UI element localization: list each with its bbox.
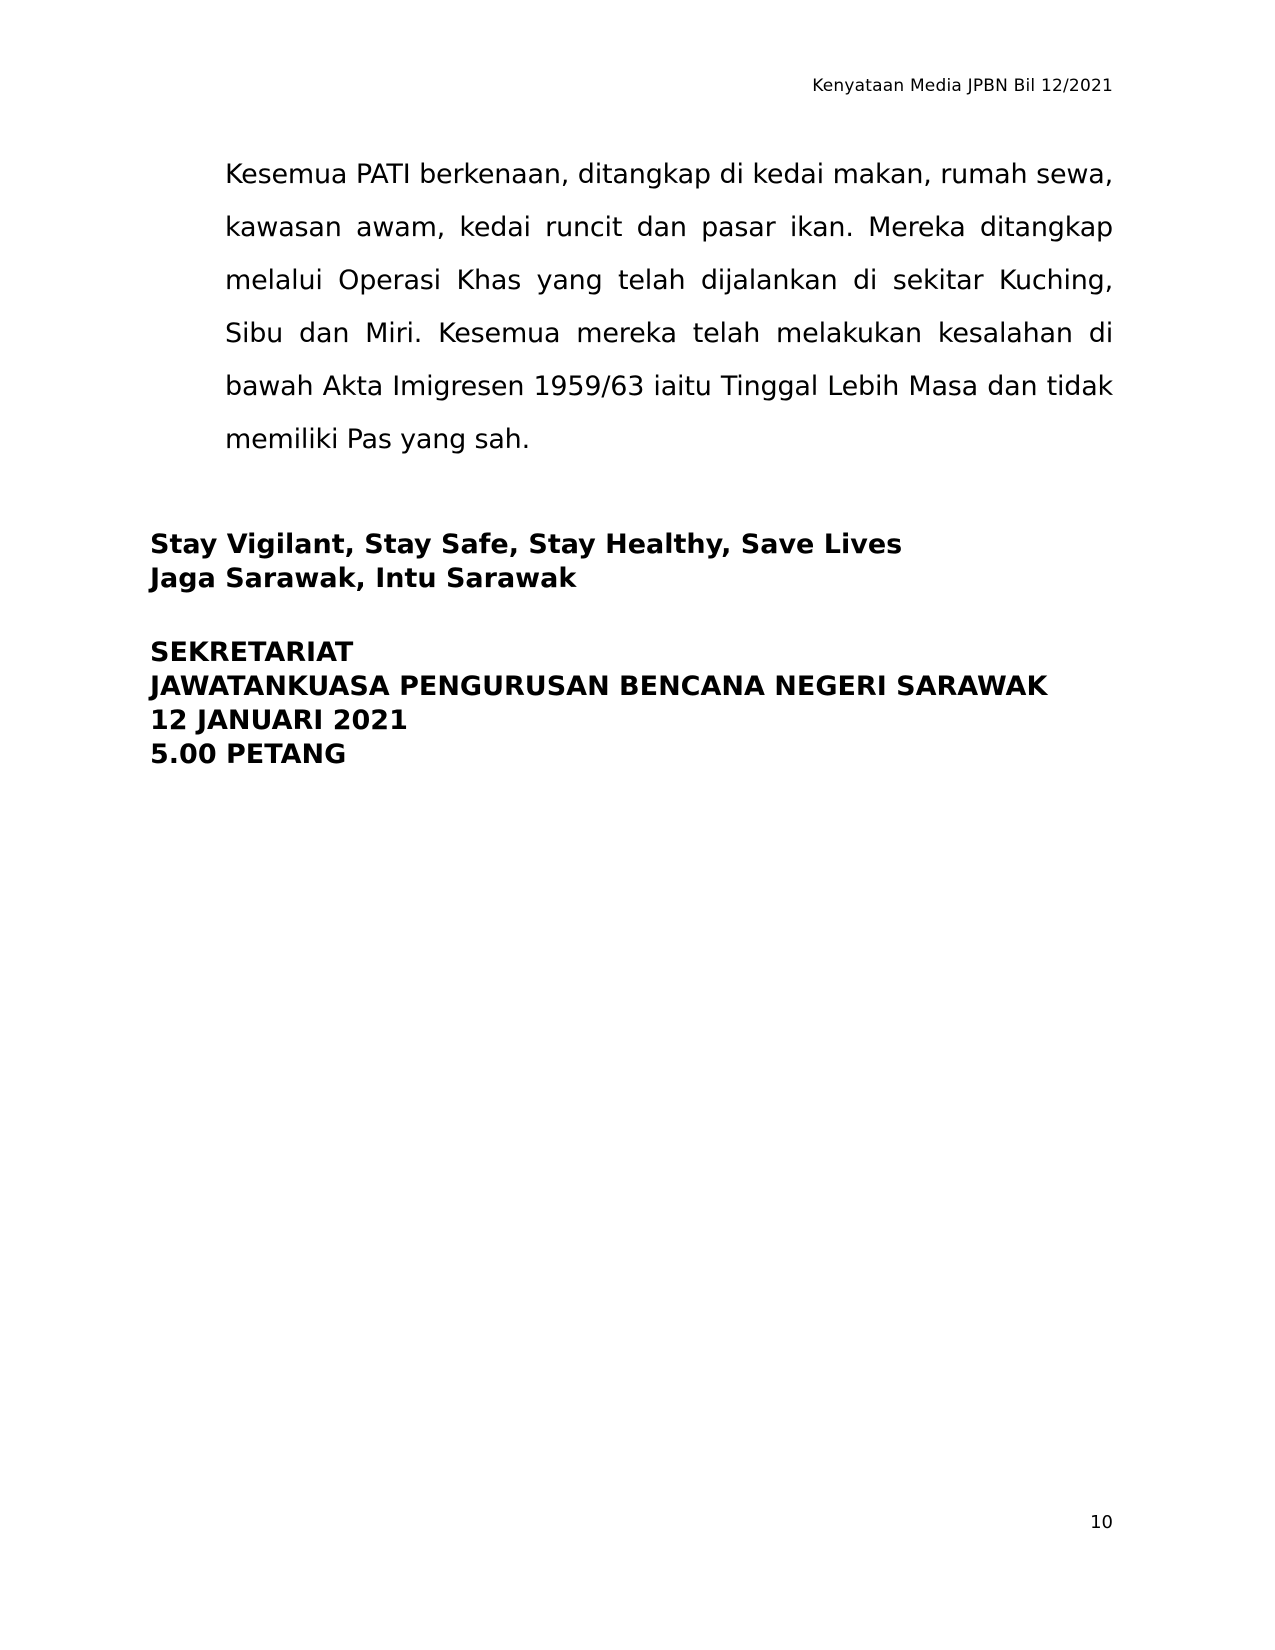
signature-block [150,636,1150,772]
slogan-line: Jaga Sarawak, Intu Sarawak [150,563,577,594]
document-reference-header: Kenyataan Media JPBN Bil 12/2021 [812,76,1113,96]
signature-time: 5.00 PETANG [150,739,347,770]
page-number: 10 [1090,1512,1113,1533]
body-paragraph: Kesemua PATI berkenaan, ditangkap di kedai makan, rumah sewa, kawasan awam, kedai runcit dan pasar ikan. Mereka ditangkap melalui Operasi Khas yang telah dijalankan di sekitar Kuching, Sibu dan Miri. Kesemua mereka telah melakukan kesalahan di bawah Akta Imigresen 1959/63 iaitu Tinggal Lebih Masa dan tidak memiliki Pas yang sah. [225,159,1113,455]
signature-date: 12 JANUARI 2021 [150,705,408,736]
signature-office: SEKRETARIAT [150,637,354,668]
slogan-line: Stay Vigilant, Stay Safe, Stay Healthy, Save Lives [150,529,903,560]
signature-committee: JAWATANKUASA PENGURUSAN BENCANA NEGERI SARAWAK [150,671,1048,702]
slogans-block [150,528,1150,596]
